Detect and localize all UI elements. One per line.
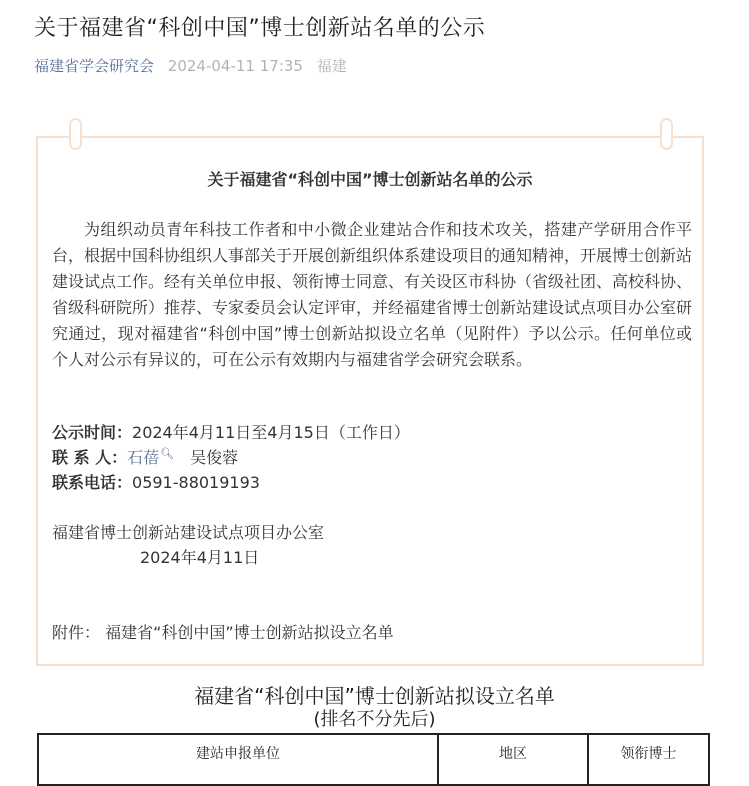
article-title: 关于福建省“科创中国”博士创新站名单的公示 (34, 16, 486, 41)
list-subtitle: (排名不分先后) (313, 709, 436, 730)
article-meta (34, 55, 347, 76)
frame-clip-left (69, 118, 82, 150)
contact-phone-value: 0591-88019193 (132, 473, 260, 492)
article-region: 福建 (316, 57, 347, 75)
article-source-link[interactable]: 福建省学会研究会 (34, 57, 155, 75)
signoff-date: 2024年4月11日 (140, 548, 260, 567)
contact-person-link[interactable]: 石蓓 (127, 448, 160, 467)
table-header-lead-doctor: 领衔博士 (588, 734, 709, 785)
frame-clip-right (660, 118, 673, 150)
search-icon[interactable]: 🔍︎ (160, 446, 175, 460)
table-header-unit: 建站申报单位 (38, 734, 438, 785)
notice-frame (36, 136, 704, 666)
table-header-row (38, 734, 709, 785)
signoff-organization: 福建省博士创新站建设试点项目办公室 (52, 523, 325, 542)
table-header-region: 地区 (438, 734, 588, 785)
article-date: 2024-04-11 17:35 (167, 57, 303, 75)
publicity-period-value: 2024年4月11日至4月15日（工作日） (132, 423, 410, 442)
list-title: 福建省“科创中国”博士创新站拟设立名单 (194, 684, 555, 708)
publicity-period-row (52, 420, 410, 443)
station-list-table (37, 733, 710, 786)
contact-phone-label: 联系电话： (52, 473, 133, 492)
contact-phone-row (52, 470, 260, 493)
notice-body: 为组织动员青年科技工作者和中小微企业建站合作和技术攻关，搭建产学研用合作平台，根据中国科协组织人事部关于开展创新组织体系建设项目的通知精神，开展博士创新站建设试点工作。经有关单位申报、领衔博士同意、有关设区市科协（省级社团、高校科协、省级科研院所）推荐、专家委员会认定评审，并经福建省博士创新站建设试点项目办公室研究通过，现对福建省“科创中国”博士创新站拟设立名单（见附件）予以公示。任何单位或个人对公示有异议的，可在公示有效期内与福建省学会研究会联系。 (52, 220, 693, 369)
notice-title: 关于福建省“科创中国”博士创新站名单的公示 (207, 170, 533, 189)
contact-person-second: 吴俊蓉 (190, 448, 239, 467)
contact-person-label: 联 系 人： (52, 448, 128, 467)
contact-person-row (52, 445, 238, 468)
attachment-line: 附件： 福建省“科创中国”博士创新站拟设立名单 (52, 623, 394, 642)
publicity-period-label: 公示时间： (52, 423, 133, 442)
